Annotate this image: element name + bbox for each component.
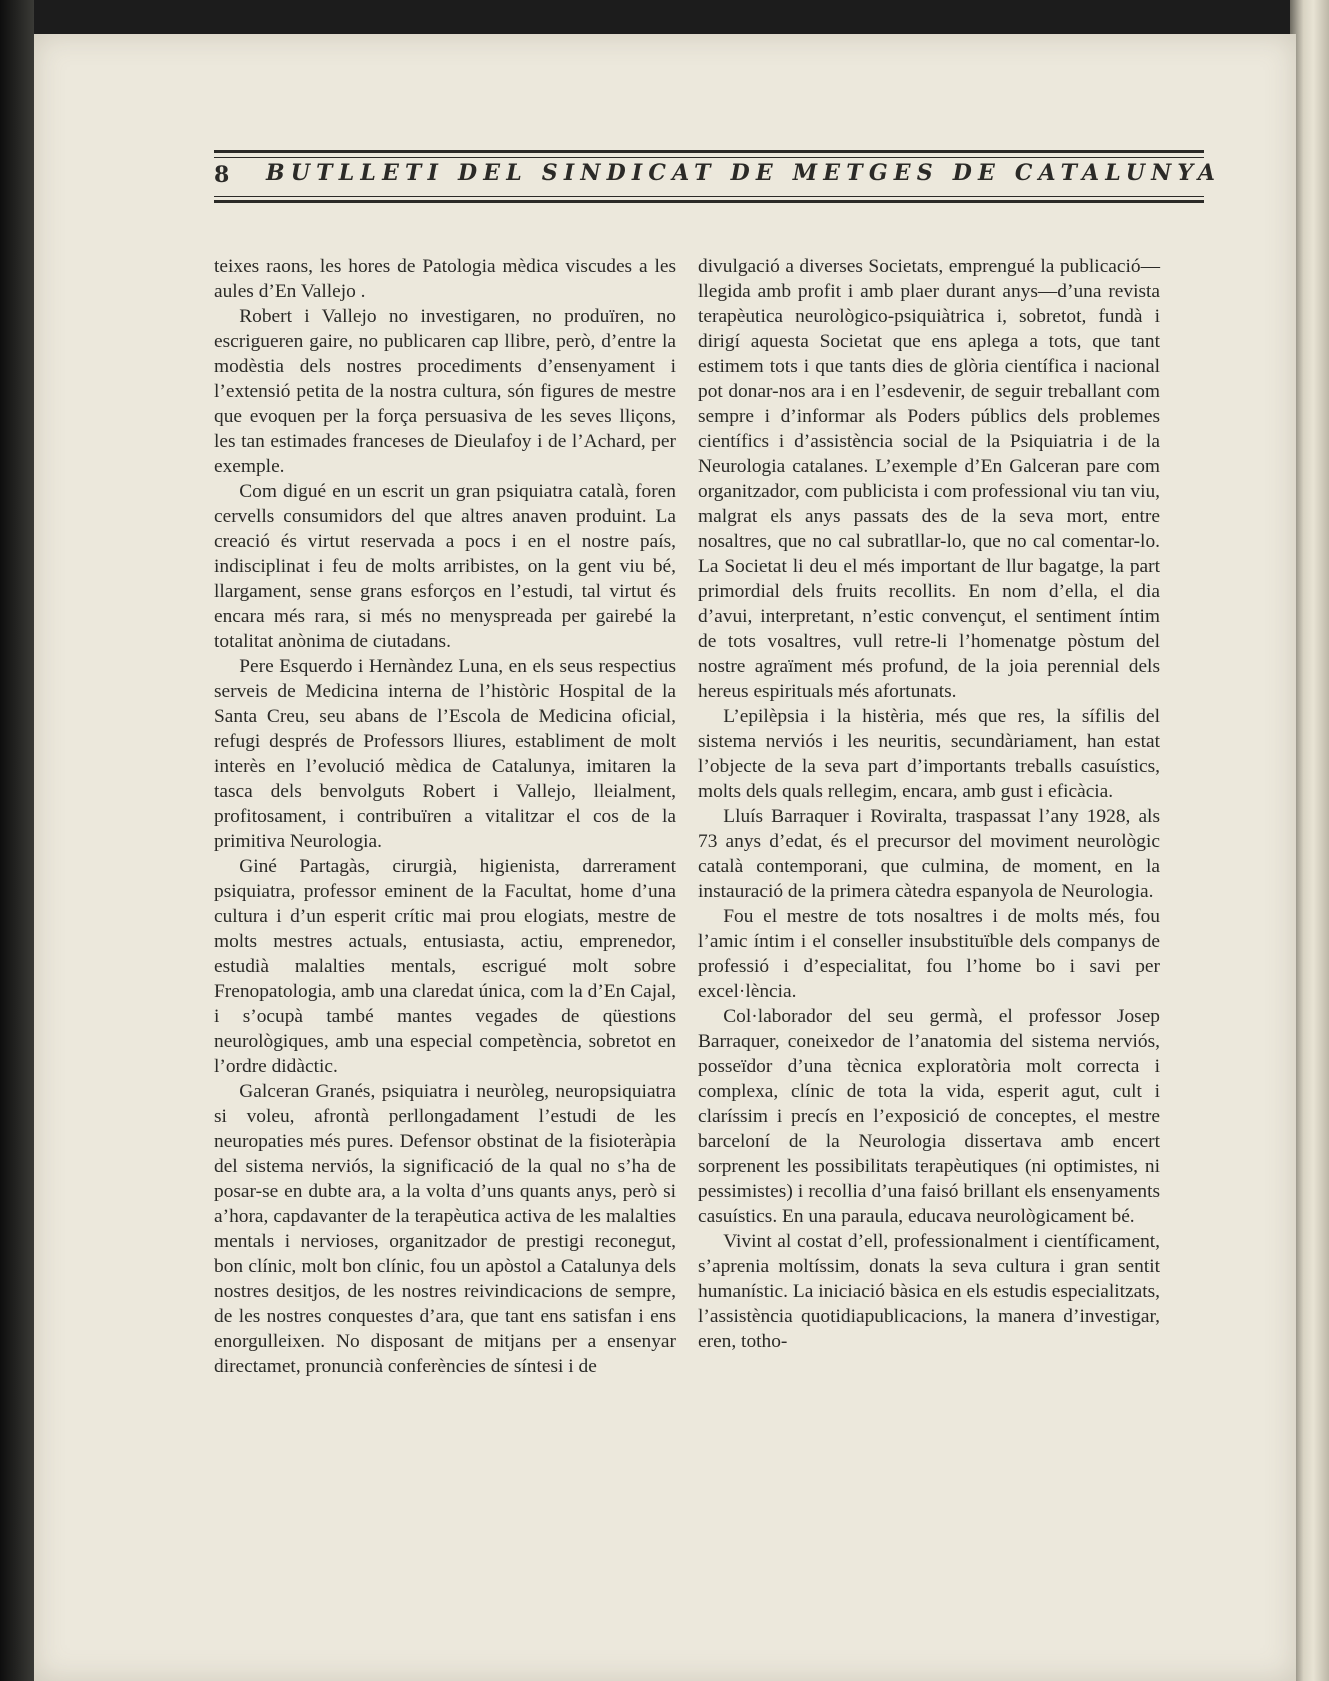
paragraph: Col·laborador del seu germà, el professor Josep Barraquer, coneixedor de l’anatomia del sistema nerviós, posseïdor d’una tècnica exploratòria molt correcta i complexa, clínic de tota la vida, esperit agut, cult i claríssim i precís en l’exposició de conceptes, el mestre barceloní de la Neurologia dissertava amb encert sorprenent les possibilitats terapèutiques (ni optimistes, ni pessimistes) i recollia d’una faisó brillant els ensenyaments casuístics. En una paraula, educava neurològicament bé. (698, 1006, 1160, 1227)
right-column (698, 254, 1160, 1354)
paragraph: L’epilèpsia i la histèria, més que res, la sífilis del sistema nerviós i les neuritis, secundàriament, han estat l’objecte de la seva part d’importants treballs casuístics, molts dels quals rellegim, encara, amb gust i eficàcia. (698, 706, 1160, 802)
paragraph: Pere Esquerdo i Hernàndez Luna, en els seus respectius serveis de Medicina interna de l’històric Hospital de la Santa Creu, seu abans de l’Escola de Medicina oficial, refugi després de Professors lliures, establiment de molt interès en l’evolució mèdica de Catalunya, imitaren la tasca dels benvolguts Robert i Vallejo, lleialment, profitosament, i contribuïren a vitalitzar el cos de la primitiva Neurologia. (214, 656, 676, 852)
left-column (214, 254, 676, 1379)
header-rule-bottom-thin (214, 196, 1204, 197)
header-rule-bottom-thick (214, 200, 1204, 203)
paragraph: divulgació a diverses Societats, emprengué la publicació—llegida amb profit i amb plaer durant anys—d’una revista terapèutica neurològico-psiquiàtrica i, sobretot, fundà i dirigí aquesta Societat que ens aplega a tots, que tant estimem tots i que tants dies de glòria científica i nacional pot donar-nos ara i en l’esdevenir, de seguir treballant com sempre i d’informar als Poders públics dels problemes científics i d’assistència social de la Psiquiatria i de la Neurologia catalanes. L’exemple d’En Galceran pare com organitzador, com publicista i com professional viu tan viu, malgrat els anys passats des de la seva mort, entre nosaltres, que no cal subratllar-lo, que no cal comentar-lo. La Societat li deu el més important de llur bagatge, la part primordial dels fruits recollits. En nom d’ella, el dia d’avui, interpretant, n’estic convençut, el sentiment íntim de tots vosaltres, vull retre-li l’homenatge pòstum del nostre agraïment més profund, de la joia perennial dels hereus espirituals més afortunats. (698, 256, 1160, 702)
running-title: BUTLLETI DEL SINDICAT DE METGES DE CATALUNYA (266, 160, 1222, 186)
paragraph: Vivint al costat d’ell, professionalment i científicament, s’aprenia moltíssim, donats la seva cultura i gran sentit humanístic. La iniciació bàsica en els estudis especialitzats, l’assistència quotidiapublicacions, la manera d’investigar, eren, totho- (698, 1231, 1160, 1352)
header-rule-top-thick (214, 150, 1204, 153)
paragraph: Robert i Vallejo no investigaren, no produïren, no escrigueren gaire, no publicaren cap llibre, però, d’entre la modèstia dels nostres procediments d’ensenyament i l’extensió petita de la nostra cultura, són figures de mestre que evoquen per la força persuasiva de les seves lliçons, les tan estimades franceses de Dieulafoy i de l’Achard, per exemple. (214, 306, 676, 477)
paragraph: Fou el mestre de tots nosaltres i de molts més, fou l’amic íntim i el conseller insubstituïble dels companys de professió i d’especialitat, fou l’home bo i savi per excel·lència. (698, 906, 1160, 1002)
page-number: 8 (214, 162, 230, 188)
running-header (214, 130, 1222, 210)
paragraph: Galceran Granés, psiquiatra i neuròleg, neuropsiquiatra si voleu, afrontà perllongadament l’estudi de les neuropaties més pures. Defensor obstinat de la fisioteràpia del sistema nerviós, la significació de la qual no s’ha de posar-se en dubte ara, a la volta d’uns quants anys, però si a’hora, capdavanter de la terapèutica activa de les malalties mentals i nervioses, organitzador de prestigi reconegut, bon clínic, molt bon clínic, fou un apòstol a Catalunya dels nostres desitjos, de les nostres reivindicacions de sempre, de les nostres conquestes d’ara, que tant ens satisfan i ens enorgulleixen. No disposant de mitjans per a ensenyar directamet, pronuncià conferències de síntesi i de (214, 1081, 676, 1377)
scan-border-left (0, 0, 34, 1681)
paragraph: Giné Partagàs, cirurgià, higienista, darrerament psiquiatra, professor eminent de la Facultat, home d’una cultura i d’un esperit crític mai prou elogiats, mestre de molts mestres actuals, entusiasta, actiu, emprenedor, estudià malalties mentals, escrigué molt sobre Frenopatologia, amb una claredat única, com la d’En Cajal, i s’ocupà també mantes vegades de qüestions neurològiques, amb una especial competència, sobretot en l’ordre didàctic. (214, 856, 676, 1077)
paragraph: Com digué en un escrit un gran psiquiatra català, foren cervells consumidors del que altres anaven produint. La creació és virtut reservada a pocs i en el nostre país, indisciplinat i feu de molts arribistes, on la gent viu bé, llargament, sense grans esforços en l’estudi, tal virtut és encara més rara, si més no menyspreada per gairebé la totalitat anònima de ciutadans. (214, 481, 676, 652)
paragraph: teixes raons, les hores de Patologia mèdica viscudes a les aules d’En Vallejo . (214, 256, 676, 302)
document-page (34, 34, 1296, 1681)
header-rule-top-thin (214, 157, 1204, 158)
paragraph: Lluís Barraquer i Roviralta, traspassat l’any 1928, als 73 anys d’edat, és el precursor del moviment neurològic català contemporani, que culmina, de moment, en la instauració de la primera càtedra espanyola de Neurologia. (698, 806, 1160, 902)
